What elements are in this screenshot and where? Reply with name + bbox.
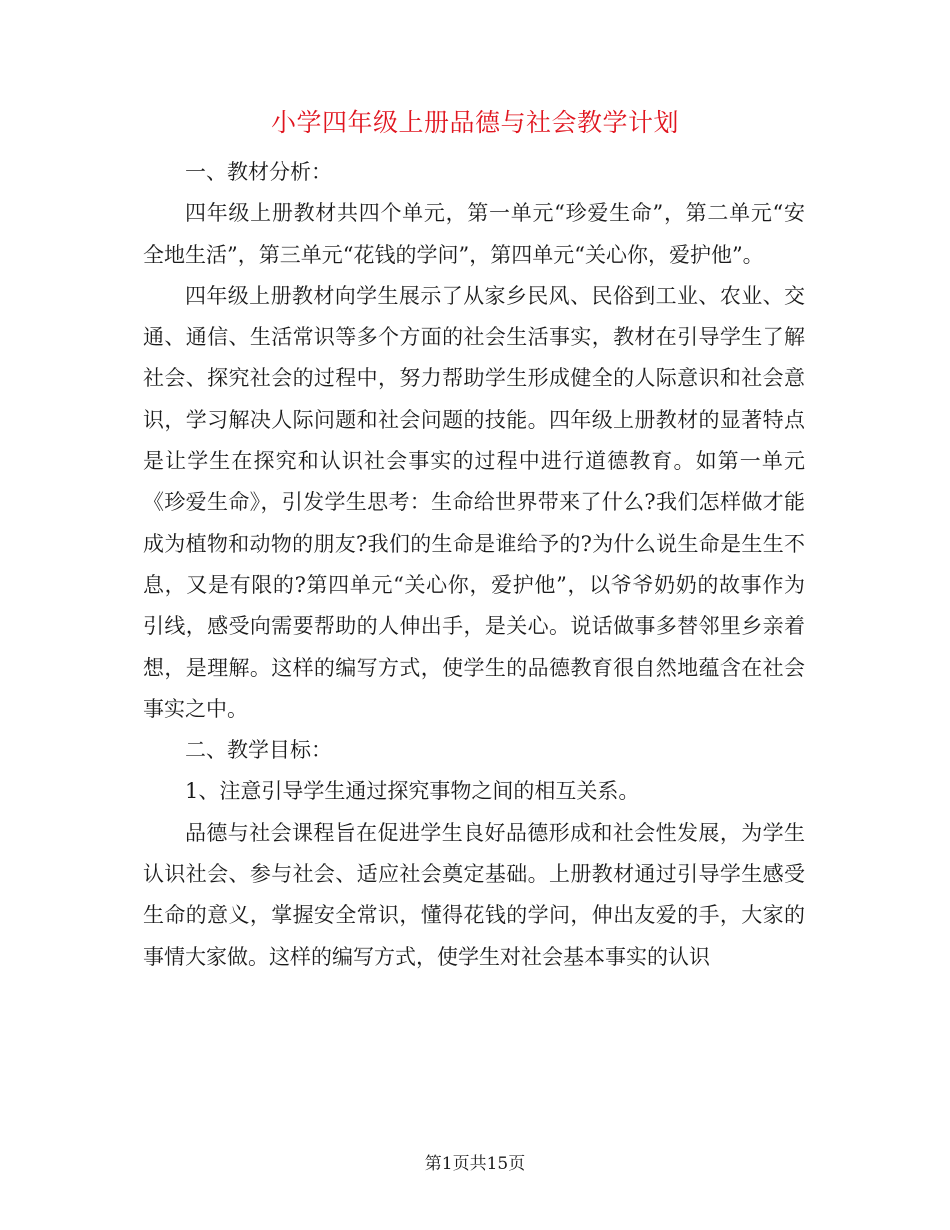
- goal-item-1: 1、注意引导学生通过探究事物之间的相互关系。: [185, 779, 640, 804]
- page-number: 第1页共15页: [424, 1154, 526, 1174]
- paragraph-course-purpose: 品德与社会课程旨在促进学生良好品德形成和社会性发展，为学生认识社会、参与社会、适应社会奠定基础。上册教材通过引导学生感受生命的意义，掌握安全常识，懂得花钱的学问，伸出友爱的手，大家的事情大家做。这样的编写方式，使学生对社会基本事实的认识: [143, 820, 805, 969]
- document-title: 小学四年级上册品德与社会教学计划: [270, 108, 679, 137]
- section-heading-teaching-goals: 二、教学目标：: [185, 738, 332, 763]
- paragraph-units-overview: 四年级上册教材共四个单元，第一单元“珍爱生命”，第二单元“安全地生活”，第三单元“花钱的学问”，第四单元“关心你，爱护他”。: [143, 201, 805, 267]
- section-heading-textbook-analysis: 一、教材分析：: [185, 160, 332, 184]
- document-body: [143, 152, 805, 978]
- paragraph-textbook-content: 四年级上册教材向学生展示了从家乡民风、民俗到工业、农业、交通、通信、生活常识等多个方面的社会生活事实，教材在引导学生了解社会、探究社会的过程中，努力帮助学生形成健全的人际意识和社会意识，学习解决人际问题和社会问题的技能。四年级上册教材的显著特点是让学生在探究和认识社会事实的过程中进行道德教育。如第一单元《珍爱生命》，引发学生思考：生命给世界带来了什么?我们怎样做才能成为植物和动物的朋友?我们的生命是谁给予的?为什么说生命是生生不息，又是有限的?第四单元“关心你，爱护他”，以爷爷奶奶的故事作为引线，感受向需要帮助的人伸出手，是关心。说话做事多替邻里乡亲着想，是理解。这样的编写方式，使学生的品德教育很自然地蕴含在社会事实之中。: [143, 283, 805, 721]
